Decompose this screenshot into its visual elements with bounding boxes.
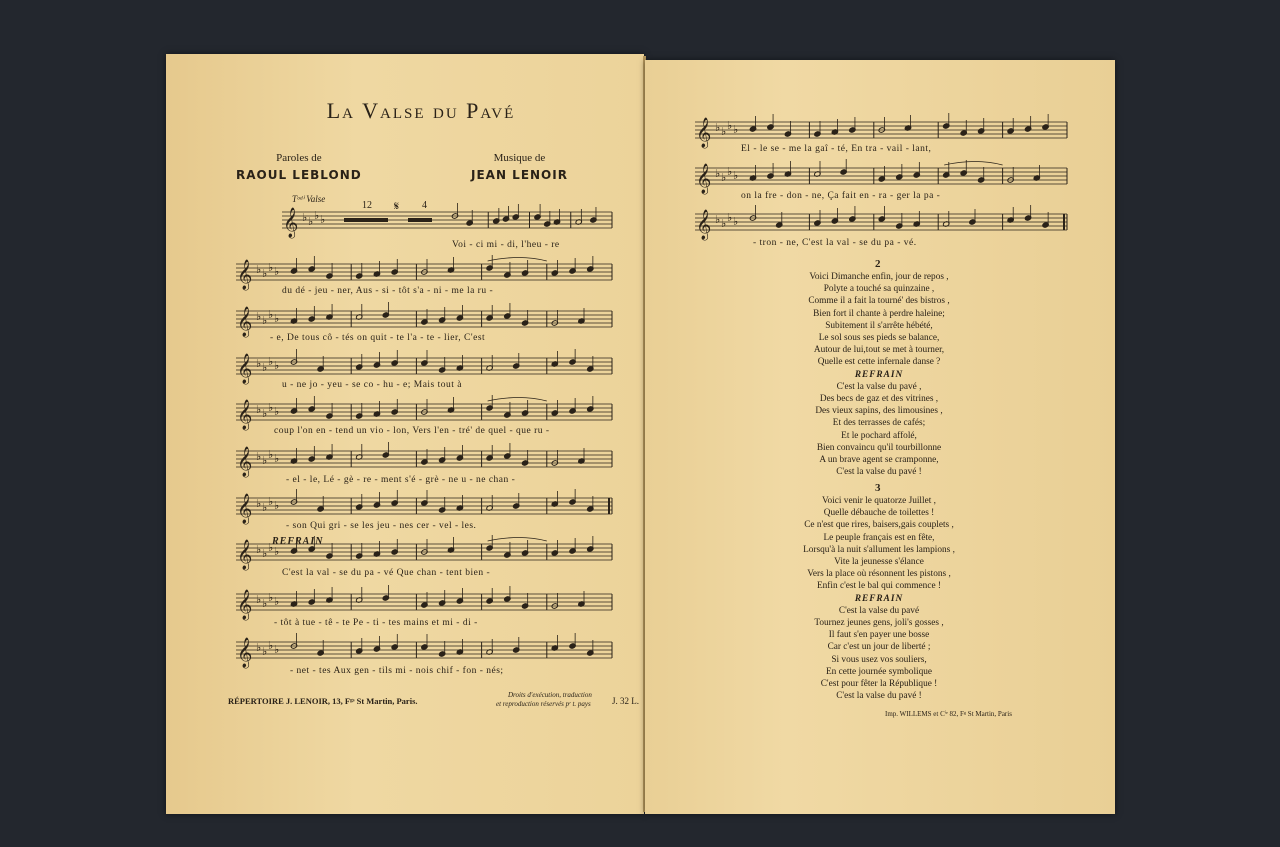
flat-icon: ♭ bbox=[262, 645, 268, 658]
refrain-line: C'est la valse du pavé , bbox=[836, 381, 922, 392]
flat-icon: ♭ bbox=[268, 639, 274, 652]
flat-icon: ♭ bbox=[268, 401, 274, 414]
verse-line: Bien fort il chante à perdre haleine; bbox=[813, 308, 945, 319]
flat-icon: ♭ bbox=[268, 591, 274, 604]
flat-icon: ♭ bbox=[733, 215, 739, 228]
flat-icon: ♭ bbox=[274, 452, 280, 465]
treble-clef-icon: 𝄞 bbox=[237, 447, 253, 477]
flat-icon: ♭ bbox=[721, 125, 727, 138]
verse-line: Quelle est cette infernale danse ? bbox=[817, 357, 941, 368]
slur bbox=[488, 258, 547, 262]
flat-icon: ♭ bbox=[721, 217, 727, 230]
flat-icon: ♭ bbox=[733, 123, 739, 136]
flat-icon: ♭ bbox=[302, 211, 308, 224]
treble-clef-icon: 𝄞 bbox=[237, 307, 253, 337]
lyric-line: - e, De tous cô - tés on quit - te l'a - te - lier, C'est bbox=[270, 333, 486, 343]
lyric-line: El - le se - me la gaî - té, En tra - vail - lant, bbox=[741, 144, 932, 154]
lyric-line: du dé - jeu - ner, Aus - si - tôt s'a - ni - me la ru - bbox=[282, 286, 494, 296]
flat-icon: ♭ bbox=[262, 547, 268, 560]
refrain-label: REFRAIN bbox=[272, 536, 324, 547]
lyric-line: on la fre - don - ne, Ça fait en - ra - ger la pa - bbox=[741, 191, 941, 201]
flat-icon: ♭ bbox=[727, 165, 733, 178]
slur bbox=[488, 398, 547, 402]
refrain-line: Et des terrasses de cafés; bbox=[832, 418, 926, 429]
refrain-line: Des becs de gaz et des vitrines , bbox=[819, 394, 939, 404]
verse-line: Lorsqu'à la nuit s'allument les lampions , bbox=[803, 544, 955, 555]
flat-icon: ♭ bbox=[727, 211, 733, 224]
flat-icon: ♭ bbox=[274, 499, 280, 512]
flat-icon: ♭ bbox=[274, 405, 280, 418]
verse-refrain-label: REFRAIN bbox=[854, 369, 904, 380]
flat-icon: ♭ bbox=[715, 167, 721, 180]
verse-line: Polyte a touché sa quinzaine , bbox=[823, 284, 935, 295]
lyric-line: coup l'on en - tend un vio - lon, Vers l'en - tré' de quel - que ru - bbox=[274, 426, 550, 436]
refrain-line: Et le pochard affolé, bbox=[841, 430, 917, 441]
treble-clef-icon: 𝄞 bbox=[237, 354, 253, 384]
flat-icon: ♭ bbox=[268, 308, 274, 321]
flat-icon: ♭ bbox=[256, 403, 262, 416]
treble-clef-icon: 𝄞 bbox=[696, 164, 712, 194]
composer-name: JEAN LENOIR bbox=[471, 168, 568, 182]
rights-line-2: et reproduction réservés pʳ t. pays bbox=[496, 700, 591, 708]
verse-line: Quelle débauche de toilettes ! bbox=[823, 508, 935, 519]
verse-line: Comme il a fait la tourné' des bistros , bbox=[808, 296, 950, 307]
flat-icon: ♭ bbox=[256, 641, 262, 654]
lyric-line: C'est la val - se du pa - vé Que chan - tent bien - bbox=[282, 568, 491, 578]
verse-3-number: 3 bbox=[875, 482, 881, 494]
flat-icon: ♭ bbox=[256, 450, 262, 463]
flat-icon: ♭ bbox=[268, 261, 274, 274]
flat-icon: ♭ bbox=[256, 497, 262, 510]
left-page bbox=[166, 54, 644, 814]
multi-measure-rest bbox=[344, 218, 388, 222]
publisher-footer: RÉPERTOIRE J. LENOIR, 13, Fᵍˢ St Martin, Paris. bbox=[228, 696, 418, 706]
lyric-line: - el - le, Lé - gè - re - ment s'é - grè - ne u - ne chan - bbox=[286, 475, 516, 485]
segno-icon: 𝄋 bbox=[394, 199, 400, 213]
music-staff bbox=[236, 585, 612, 621]
flat-icon: ♭ bbox=[308, 215, 314, 228]
flat-icon: ♭ bbox=[274, 643, 280, 656]
lyrics-label: Paroles de bbox=[276, 152, 322, 164]
flat-icon: ♭ bbox=[733, 169, 739, 182]
flat-icon: ♭ bbox=[314, 209, 320, 222]
treble-clef-icon: 𝄞 bbox=[237, 494, 253, 524]
verse-line: Ce n'est que rires, baisers,gais couplets , bbox=[804, 520, 954, 531]
refrain-line: C'est la valse du pavé bbox=[838, 605, 920, 616]
flat-icon: ♭ bbox=[727, 119, 733, 132]
flat-icon: ♭ bbox=[262, 267, 268, 280]
lyric-line: u - ne jo - yeu - se co - hu - e; Mais tout à bbox=[282, 380, 462, 390]
refrain-line: C'est la valse du pavé ! bbox=[836, 467, 922, 478]
rest-count: 12 bbox=[362, 200, 372, 211]
verse-line: Vite la jeunesse s'élance bbox=[834, 557, 924, 567]
right-score bbox=[645, 60, 1115, 260]
verse-line: Subitement il s'arrête hébété, bbox=[825, 320, 933, 331]
flat-icon: ♭ bbox=[715, 213, 721, 226]
refrain-line: En cette journée symbolique bbox=[825, 666, 933, 677]
tempo-marking: Tᵒᵈⁱ Valse bbox=[292, 194, 326, 204]
treble-clef-icon: 𝄞 bbox=[696, 210, 712, 240]
verse-refrain-label: REFRAIN bbox=[854, 593, 904, 604]
flat-icon: ♭ bbox=[715, 121, 721, 134]
flat-icon: ♭ bbox=[256, 310, 262, 323]
music-staff bbox=[695, 159, 1067, 195]
catalog-code: J. 32 L. bbox=[612, 696, 639, 706]
flat-icon: ♭ bbox=[262, 407, 268, 420]
music-label: Musique de bbox=[493, 152, 546, 164]
refrain-line: Car c'est un jour de liberté ; bbox=[827, 642, 931, 653]
flat-icon: ♭ bbox=[268, 541, 274, 554]
flat-icon: ♭ bbox=[274, 545, 280, 558]
slur bbox=[488, 538, 547, 542]
flat-icon: ♭ bbox=[274, 359, 280, 372]
flat-icon: ♭ bbox=[274, 312, 280, 325]
flat-icon: ♭ bbox=[256, 543, 262, 556]
verse-line: Vers la place où résonnent les pistons , bbox=[807, 569, 951, 580]
music-staff bbox=[236, 442, 612, 478]
rest-count: 4 bbox=[422, 200, 427, 211]
lyric-line: - net - tes Aux gen - tils mi - nois chif - fon - nés; bbox=[290, 666, 504, 676]
flat-icon: ♭ bbox=[268, 448, 274, 461]
refrain-line: C'est la valse du pavé ! bbox=[836, 691, 922, 702]
treble-clef-icon: 𝄞 bbox=[237, 590, 253, 620]
flat-icon: ♭ bbox=[268, 355, 274, 368]
treble-clef-icon: 𝄞 bbox=[237, 638, 253, 668]
lyric-line: - tron - ne, C'est la val - se du pa - vé. bbox=[753, 238, 917, 248]
verse-line: Voici Dimanche enfin, jour de repos , bbox=[809, 272, 949, 282]
right-page bbox=[645, 60, 1115, 814]
flat-icon: ♭ bbox=[256, 263, 262, 276]
flat-icon: ♭ bbox=[721, 171, 727, 184]
verse-line: Enfin c'est le bal qui commence ! bbox=[816, 581, 942, 592]
lyricist-name: RAOUL LEBLOND bbox=[236, 168, 362, 182]
verse-line: Le sol sous ses pieds se balance, bbox=[818, 333, 940, 343]
refrain-line: Des vieux sapins, des limousines , bbox=[815, 406, 943, 417]
refrain-line: Il faut s'en payer une bosse bbox=[828, 630, 930, 641]
treble-clef-icon: 𝄞 bbox=[696, 118, 712, 148]
song-title: La Valse du Pavé bbox=[326, 98, 516, 123]
rights-line-1: Droits d'exécution, traduction bbox=[508, 691, 592, 699]
lyric-line: - son Qui gri - se les jeu - nes cer - vel - les. bbox=[286, 521, 477, 531]
slur bbox=[944, 162, 1002, 166]
treble-clef-icon: 𝄞 bbox=[237, 400, 253, 430]
flat-icon: ♭ bbox=[262, 361, 268, 374]
verse-2-number: 2 bbox=[875, 258, 881, 270]
flat-icon: ♭ bbox=[262, 501, 268, 514]
music-staff bbox=[282, 203, 612, 239]
flat-icon: ♭ bbox=[256, 593, 262, 606]
verse-line: Autour de lui,tout se met à tourner, bbox=[813, 345, 945, 356]
multi-measure-rest bbox=[408, 218, 432, 222]
treble-clef-icon: 𝄞 bbox=[237, 540, 253, 570]
refrain-line: Si vous usez vos souliers, bbox=[831, 654, 927, 665]
flat-icon: ♭ bbox=[274, 595, 280, 608]
flat-icon: ♭ bbox=[268, 495, 274, 508]
verse-line: Le peuple français est en fête, bbox=[823, 532, 935, 543]
flat-icon: ♭ bbox=[320, 213, 326, 226]
refrain-line: Tournez jeunes gens, joli's gosses , bbox=[814, 618, 944, 628]
refrain-line: A un brave agent se cramponne, bbox=[819, 455, 939, 465]
flat-icon: ♭ bbox=[262, 597, 268, 610]
refrain-line: Bien convaincu qu'il tourbillonne bbox=[816, 442, 942, 453]
flat-icon: ♭ bbox=[256, 357, 262, 370]
flat-icon: ♭ bbox=[262, 454, 268, 467]
printer-credit: Imp. WILLEMS et Cⁱᵉ 82, Fᵍ St Martin, Paris bbox=[885, 710, 1012, 718]
refrain-line: C'est pour fêter la République ! bbox=[820, 679, 938, 689]
lyric-line: - tôt à tue - tê - te Pe - ti - tes mains et mi - di - bbox=[274, 618, 478, 628]
verse-line: Voici venir le quatorze Juillet , bbox=[822, 496, 936, 506]
music-staff bbox=[236, 633, 612, 669]
music-staff bbox=[695, 205, 1067, 241]
treble-clef-icon: 𝄞 bbox=[237, 260, 253, 290]
music-staff bbox=[236, 489, 612, 525]
flat-icon: ♭ bbox=[274, 265, 280, 278]
lyric-line: Voi - ci mi - di, l'heu - re bbox=[452, 240, 560, 250]
flat-icon: ♭ bbox=[262, 314, 268, 327]
treble-clef-icon: 𝄞 bbox=[283, 208, 299, 238]
